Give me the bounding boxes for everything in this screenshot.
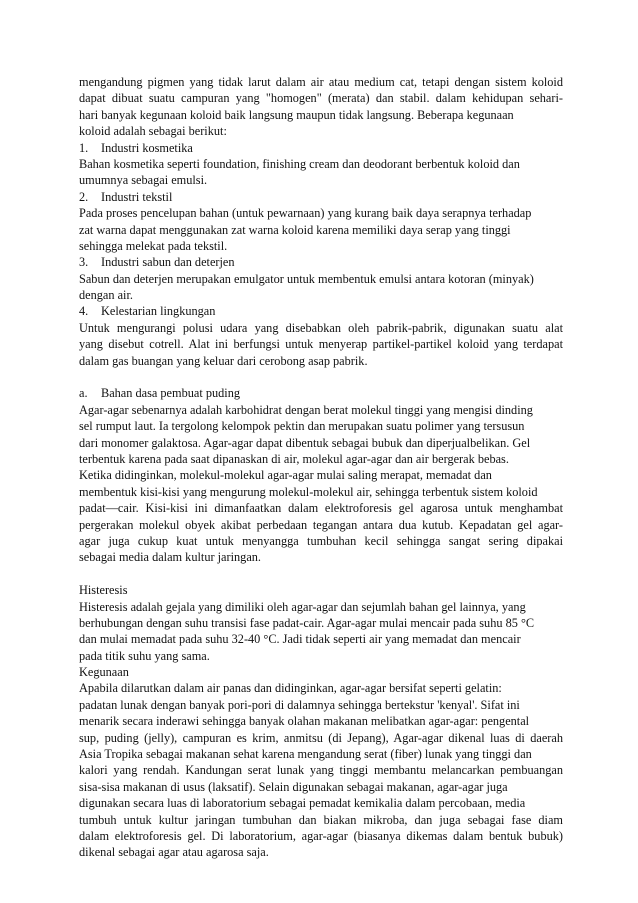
text-line <box>79 746 563 762</box>
text-line <box>79 500 563 516</box>
list-item-heading <box>79 189 563 205</box>
text-line <box>79 762 563 778</box>
text-line <box>79 90 563 106</box>
text-line <box>79 615 563 631</box>
line-text: koloid adalah sebagai berikut: <box>79 124 227 139</box>
text-line <box>79 402 563 418</box>
document-page <box>79 74 563 861</box>
line-text: dalam gas buangan yang keluar dari cerobong asap pabrik. <box>79 353 368 368</box>
text-line <box>79 418 563 434</box>
line-text: Industri kosmetika <box>101 140 193 155</box>
text-line <box>79 123 563 139</box>
text-line <box>79 697 563 713</box>
list-number: 4. <box>79 304 89 319</box>
text-line <box>79 549 563 565</box>
blank-line <box>79 566 563 582</box>
text-line <box>79 844 563 860</box>
text-line <box>79 484 563 500</box>
text-line <box>79 451 563 467</box>
text-line <box>79 599 563 615</box>
line-text: Bahan kosmetika seperti foundation, finishing cream dan deodorant berbentuk koloid dan <box>79 156 520 171</box>
text-line <box>79 238 563 254</box>
list-item-heading <box>79 303 563 319</box>
line-text: berhubungan dengan suhu transisi fase padat-cair. Agar-agar mulai mencair pada suhu 85 °C <box>79 615 535 630</box>
list-number: 1. <box>79 140 89 155</box>
line-text: Agar-agar sebenarnya adalah karbohidrat dengan berat molekul tinggi yang mengisi dinding <box>79 402 533 417</box>
text-line <box>79 828 563 844</box>
line-text: yang disebut cotrell. Alat ini berfungsi untuk menyerap partikel-partikel koloid yang terdapat <box>79 337 563 352</box>
line-text: terbentuk karena pada saat dipanaskan di air, molekul agar-agar dan air bergerak bebas. <box>79 451 509 466</box>
text-line <box>79 172 563 188</box>
line-text: zat warna dapat menggunakan zat warna koloid karena memiliki daya serap yang tinggi <box>79 222 511 237</box>
text-line <box>79 271 563 287</box>
line-text: umumnya sebagai emulsi. <box>79 173 208 188</box>
blank-line <box>79 369 563 385</box>
line-text: Apabila dilarutkan dalam air panas dan didinginkan, agar-agar bersifat seperti gelatin: <box>79 681 502 696</box>
text-line <box>79 779 563 795</box>
line-text: Untuk mengurangi polusi udara yang disebabkan oleh pabrik-pabrik, digunakan suatu alat <box>79 320 563 335</box>
line-text: menarik secara inderawi sehingga banyak olahan makanan melibatkan agar-agar: pengental <box>79 714 530 729</box>
line-text: mengandung pigmen yang tidak larut dalam air atau medium cat, tetapi dengan sistem koloid <box>79 75 563 89</box>
line-text: Bahan dasa pembuat puding <box>101 386 240 401</box>
line-text: membentuk kisi-kisi yang mengurung molekul-molekul air, sehingga terbentuk sistem koloid <box>79 484 538 499</box>
text-line <box>79 74 563 90</box>
text-line <box>79 664 563 680</box>
list-item-heading <box>79 140 563 156</box>
text-line <box>79 353 563 369</box>
line-text: pergerakan molekul obyek akibat perbedaan tegangan antara dua kutub. Kepadatan gel agar- <box>79 517 563 532</box>
line-text: Industri tekstil <box>101 189 173 204</box>
text-line <box>79 107 563 123</box>
text-line <box>79 648 563 664</box>
line-text: Ketika didinginkan, molekul-molekul agar-agar mulai saling merapat, memadat dan <box>79 468 492 483</box>
line-text: sebagai media dalam kultur jaringan. <box>79 550 261 565</box>
line-text: pada titik suhu yang sama. <box>79 648 210 663</box>
line-text: Kelestarian lingkungan <box>101 304 216 319</box>
text-line <box>79 730 563 746</box>
list-item-heading <box>79 254 563 270</box>
line-text: padatan lunak dengan banyak pori-pori di dalamnya sehingga bertekstur 'kenyal'. Sifat ini <box>79 697 520 712</box>
line-text: Industri sabun dan deterjen <box>101 255 235 270</box>
line-text: dapat dibuat suatu campuran yang "homogen" (merata) dan stabil. dalam kehidupan sehari- <box>79 91 563 106</box>
line-text: dari monomer galaktosa. Agar-agar dapat dibentuk sebagai bubuk dan diperjualbelikan. Gel <box>79 435 531 450</box>
line-text: Kegunaan <box>79 665 129 680</box>
text-line <box>79 222 563 238</box>
text-line <box>79 320 563 336</box>
list-number: 3. <box>79 255 89 270</box>
line-text: agar juga cukup kuat untuk menyangga tumbuhan kecil sehingga sangat sering dipakai <box>79 533 563 548</box>
text-line <box>79 336 563 352</box>
text-line <box>79 631 563 647</box>
line-text: dikenal sebagai agar atau agarosa saja. <box>79 845 269 860</box>
line-text: hari banyak kegunaan koloid baik langsung maupun tidak langsung. Beberapa kegunaan <box>79 107 514 122</box>
line-text: tumbuh untuk kultur jaringan tumbuhan dan biakan mikroba, dan juga sebagai fase diam <box>79 812 563 827</box>
line-text: sel rumput laut. Ia tergolong kelompok pektin dan merupakan suatu polimer yang tersusun <box>79 419 525 434</box>
line-text: digunakan secara luas di laboratorium sebagai pemadat kemikalia dalam percobaan, media <box>79 796 526 811</box>
line-text: padat—cair. Kisi-kisi ini dimanfaatkan dalam elektroforesis gel agarosa untuk menghambat <box>79 501 563 516</box>
text-line <box>79 713 563 729</box>
text-line <box>79 680 563 696</box>
line-text: dan mulai memadat pada suhu 32-40 °C. Jadi tidak seperti air yang memadat dan mencair <box>79 632 521 647</box>
line-text: Histeresis adalah gejala yang dimiliki oleh agar-agar dan sejumlah bahan gel lainnya, yang <box>79 599 526 614</box>
line-text: dengan air. <box>79 288 133 303</box>
line-text: Pada proses pencelupan bahan (untuk pewarnaan) yang kurang baik daya serapnya terhadap <box>79 206 532 221</box>
line-text: dalam elektroforesis gel. Di laboratorium, agar-agar (biasanya dikemas dalam bentuk bubuk) <box>79 828 563 843</box>
text-line <box>79 287 563 303</box>
text-line <box>79 812 563 828</box>
line-text: sisa-sisa makanan di usus (laksatif). Selain digunakan sebagai makanan, agar-agar juga <box>79 779 508 794</box>
text-line <box>79 517 563 533</box>
line-text: Sabun dan deterjen merupakan emulgator untuk membentuk emulsi antara kotoran (minyak) <box>79 271 534 286</box>
list-number: 2. <box>79 189 89 204</box>
text-line <box>79 582 563 598</box>
text-line <box>79 533 563 549</box>
text-line <box>79 156 563 172</box>
line-text: Asia Tropika sebagai makanan sehat karena mengandung serat (fiber) lunak yang tinggi dan <box>79 747 532 762</box>
text-line <box>79 205 563 221</box>
line-text: sehingga melekat pada tekstil. <box>79 238 228 253</box>
text-line <box>79 467 563 483</box>
list-item-heading <box>79 385 563 401</box>
list-number: a. <box>79 386 88 401</box>
text-line <box>79 435 563 451</box>
line-text: Histeresis <box>79 583 128 598</box>
line-text: kalori yang rendah. Kandungan serat lunak yang tinggi membantu melancarkan pembuangan <box>79 763 563 778</box>
line-text: sup, puding (jelly), campuran es krim, anmitsu (di Jepang), Agar-agar dikenal luas di daerah <box>79 730 563 745</box>
text-line <box>79 795 563 811</box>
